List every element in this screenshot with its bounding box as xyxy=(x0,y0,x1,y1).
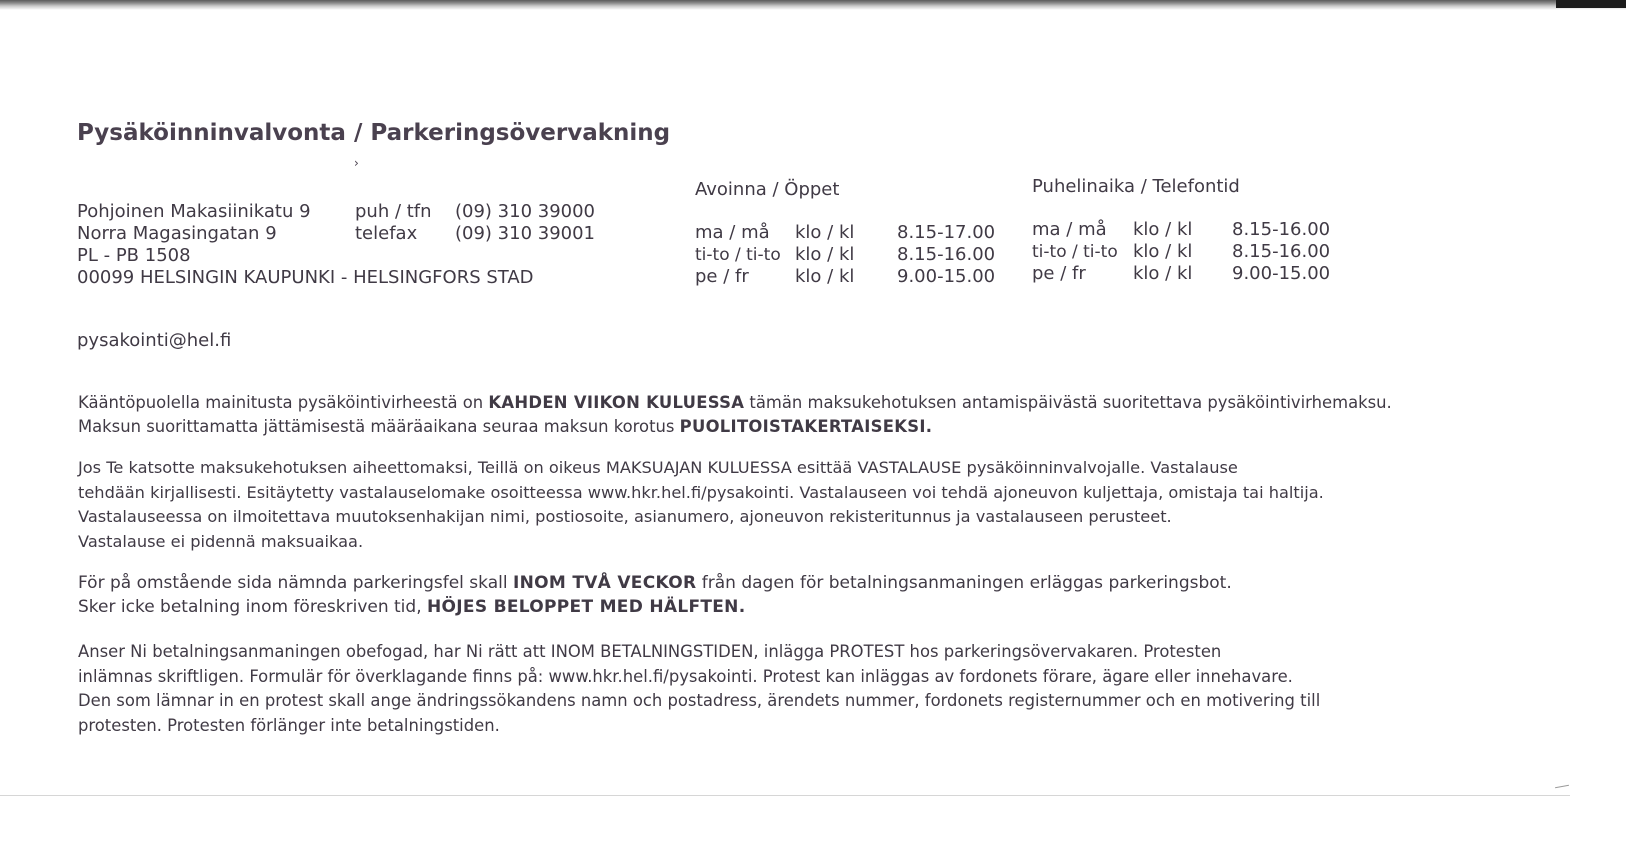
fax-label: telefax xyxy=(355,223,418,244)
email-address: pysakointi@hel.fi xyxy=(77,330,232,351)
scan-top-edge xyxy=(0,0,1626,10)
fi-payment-text: tämän maksukehotuksen antamispäivästä suoritettava pysäköintivirhemaksu. xyxy=(744,393,1392,412)
fi-payment-text: Kääntöpuolella mainitusta pysäköintivirheestä on xyxy=(78,393,489,412)
opening-unit: klo / kl xyxy=(795,266,855,287)
fi-protest-line: Jos Te katsotte maksukehotuksen aiheettomaksi, Teillä on oikeus MAKSUAJAN KULUESSA esittää VASTALAUSE pysäköinninvalvojalle. Vastalause xyxy=(78,458,1238,477)
sv-payment-text: från dagen för betalningsanmaningen erläggas parkeringsbot. xyxy=(696,573,1232,593)
address-street-sv: Norra Magasingatan 9 xyxy=(77,223,277,244)
sv-protest-line: inlämnas skriftligen. Formulär för överklagande finns på: www.hkr.hel.fi/pysakointi. Protest kan inläggas av fordonets förare, ägare eller innehavare. xyxy=(78,666,1293,686)
fi-payment-increase: PUOLITOISTAKERTAISEKSI. xyxy=(679,417,933,436)
fi-payment-notice xyxy=(78,391,1392,439)
phone-days: ti-to / ti-to xyxy=(1032,242,1118,262)
title-mark: › xyxy=(354,156,359,170)
fi-protest-line: tehdään kirjallisesti. Esitäytetty vastalauselomake osoitteessa www.hkr.hel.fi/pysakointi. Vastalauseen voi tehdä ajoneuvon kuljettaja, omistaja tai haltija. xyxy=(78,482,1324,502)
opening-days: ti-to / ti-to xyxy=(695,245,781,265)
fi-payment-text: Maksun suorittamatta jättämisestä määräaikana seuraa maksun korotus xyxy=(78,417,680,436)
fi-protest-notice xyxy=(78,456,1324,554)
fi-protest-line: Vastalause ei pidennä maksuaikaa. xyxy=(78,531,364,551)
address-street-fi: Pohjoinen Makasiinikatu 9 xyxy=(77,201,311,222)
fax-value: (09) 310 39001 xyxy=(455,223,596,244)
opening-time: 8.15-17.00 xyxy=(897,222,996,243)
sv-payment-deadline: INOM TVÅ VECKOR xyxy=(512,573,697,593)
opening-time: 8.15-16.00 xyxy=(897,244,996,265)
opening-days: ma / må xyxy=(695,222,770,243)
phone-time: 8.15-16.00 xyxy=(1232,241,1331,262)
phone-unit: klo / kl xyxy=(1133,263,1193,284)
page-title: Pysäköinninvalvonta / Parkeringsövervakning xyxy=(77,120,671,146)
opening-days: pe / fr xyxy=(695,266,749,287)
sv-payment-line-1 xyxy=(78,571,1232,595)
phone-label: puh / tfn xyxy=(355,201,432,222)
scan-bottom-mark xyxy=(1555,785,1569,788)
fi-protest-line: Vastalauseessa on ilmoitettava muutoksenhakijan nimi, postiosoite, asianumero, ajoneuvon rekisteritunnus ja vastalauseen perusteet. xyxy=(78,507,1172,526)
phone-time: 9.00-15.00 xyxy=(1232,263,1331,284)
sv-protest-notice xyxy=(78,640,1320,738)
sv-payment-text: Sker icke betalning inom föreskriven tid, xyxy=(78,597,427,617)
sv-protest-line: Den som lämnar in en protest skall ange ändringssökandens namn och postadress, ärendets nummer, fordonets registernummer och en motivering till xyxy=(78,691,1321,710)
phone-value: (09) 310 39000 xyxy=(455,201,596,222)
address-city: 00099 HELSINGIN KAUPUNKI - HELSINGFORS STAD xyxy=(77,267,534,288)
sv-payment-text: För på omstående sida nämnda parkeringsfel skall xyxy=(78,573,513,593)
opening-unit: klo / kl xyxy=(795,222,855,243)
fi-payment-line-1 xyxy=(78,391,1392,415)
sv-payment-notice xyxy=(78,571,1232,619)
phone-hours-heading: Puhelinaika / Telefontid xyxy=(1032,176,1240,197)
address-pobox: PL - PB 1508 xyxy=(77,245,191,266)
phone-days: pe / fr xyxy=(1032,263,1086,284)
fi-payment-line-2 xyxy=(78,415,1392,439)
sv-payment-line-2 xyxy=(78,595,1232,619)
opening-time: 9.00-15.00 xyxy=(897,266,996,287)
scan-top-corner xyxy=(1556,0,1626,8)
phone-unit: klo / kl xyxy=(1133,241,1193,262)
phone-unit: klo / kl xyxy=(1133,219,1193,240)
sv-protest-line: protesten. Protesten förlänger inte betalningstiden. xyxy=(78,715,500,735)
scan-bottom-edge xyxy=(0,795,1570,796)
sv-payment-increase: HÖJES BELOPPET MED HÄLFTEN. xyxy=(427,597,746,617)
phone-time: 8.15-16.00 xyxy=(1232,219,1331,240)
fi-payment-deadline: KAHDEN VIIKON KULUESSA xyxy=(488,393,745,412)
phone-days: ma / må xyxy=(1032,219,1107,240)
opening-unit: klo / kl xyxy=(795,244,855,265)
sv-protest-line: Anser Ni betalningsanmaningen obefogad, har Ni rätt att INOM BETALNINGSTIDEN, inlägga PROTEST hos parkeringsövervakaren. Protesten xyxy=(78,642,1222,661)
opening-hours-heading: Avoinna / Öppet xyxy=(695,179,840,200)
